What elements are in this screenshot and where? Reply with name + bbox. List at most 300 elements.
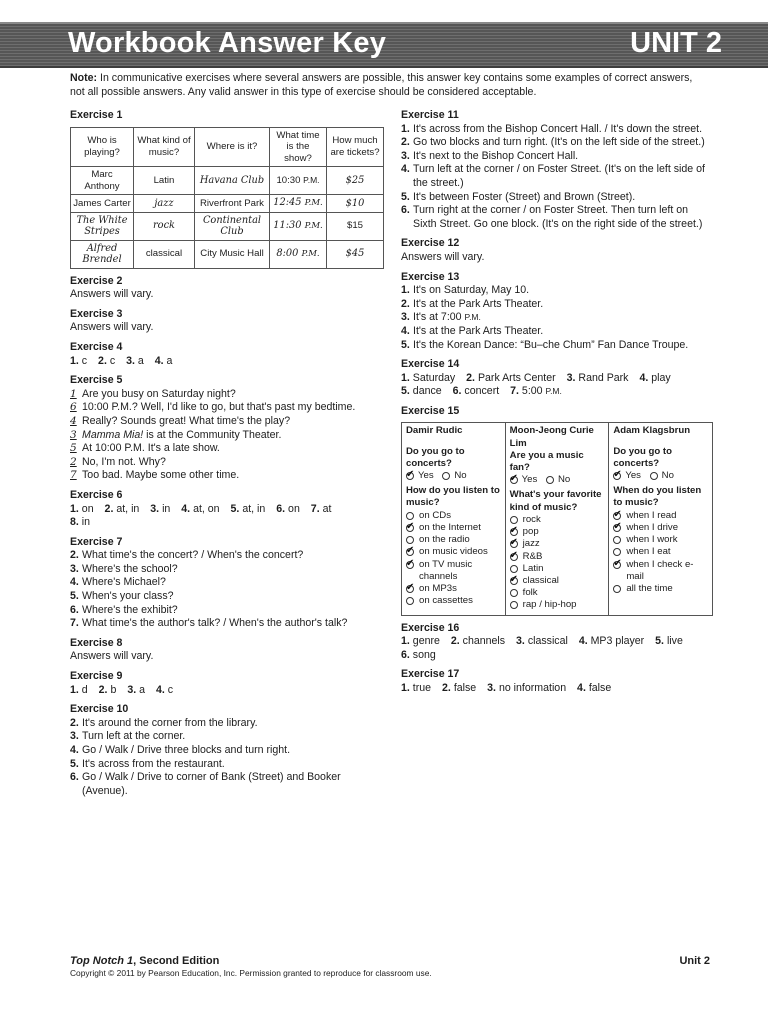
- yes-option: [510, 474, 538, 486]
- list-item: [567, 372, 629, 384]
- no-label: No: [557, 474, 571, 486]
- list-item: [70, 771, 386, 798]
- item-number: 1.: [401, 635, 410, 648]
- item-number: 6.: [452, 385, 462, 398]
- option: [510, 538, 605, 550]
- book-edition: , Second Edition: [133, 955, 220, 967]
- cell-time: [270, 167, 327, 195]
- option: [510, 526, 605, 538]
- page-title: Workbook Answer Key: [68, 27, 387, 59]
- item-answer: It's between Foster (Street) and Brown (Street).: [413, 190, 636, 203]
- item-answer: Are you busy on Saturday night?: [82, 387, 236, 400]
- cell-time: [270, 195, 327, 213]
- order-number: 3: [70, 428, 77, 441]
- answer-text: Answers will vary.: [70, 650, 154, 663]
- list-item: [401, 635, 440, 647]
- cell-who: Marc Anthony: [71, 167, 134, 195]
- radio-checked-icon: [510, 476, 518, 484]
- option: [613, 559, 708, 583]
- item-number: 6.: [401, 204, 410, 217]
- inline-answer-list: [70, 355, 386, 369]
- list-item: [70, 456, 386, 470]
- yes-no-row: [613, 470, 708, 482]
- cell-who: Alfred Brendel: [71, 240, 134, 268]
- item-answer: Park Arts Center: [477, 371, 556, 384]
- option: [510, 587, 605, 599]
- item-number: 1.: [70, 502, 79, 515]
- radio-checked-icon: [613, 472, 621, 480]
- footer-book-title: [70, 955, 219, 967]
- item-number: 4.: [577, 681, 586, 694]
- item-number: 5.: [70, 757, 79, 770]
- order-number: 7: [70, 469, 77, 482]
- item-answer: Turn right at the corner / on Foster Street. Then turn left on Sixth Street. Go one block. (It's on the right side of the street.): [413, 204, 703, 230]
- item-number: 4.: [154, 354, 164, 367]
- inline-answer-list: [70, 503, 386, 530]
- list-item: [401, 191, 713, 205]
- answer-list: [70, 717, 386, 799]
- radio-empty-icon: [650, 472, 658, 480]
- list-item: [70, 604, 386, 618]
- option: [510, 575, 605, 587]
- item-answer: Rand Park: [578, 371, 629, 384]
- item-answer: song: [412, 648, 436, 661]
- option: [613, 534, 708, 546]
- item-answer: on: [288, 502, 300, 515]
- table-header: What kind of music?: [134, 127, 195, 167]
- time-ampm: P.M.: [301, 248, 320, 259]
- cell-price: $25: [327, 167, 384, 195]
- cell-kind: Latin: [134, 167, 195, 195]
- item-answer: When's your class?: [82, 590, 174, 603]
- list-item: [70, 415, 386, 429]
- item-answer: dance: [412, 385, 442, 398]
- option-label: rap / hip-hop: [522, 599, 577, 611]
- table-row: [71, 167, 384, 195]
- exercise-heading: Exercise 7: [70, 535, 123, 548]
- item-answer: It's across from the Bishop Concert Hall. / It's down the street.: [413, 122, 703, 135]
- item-answer: live: [666, 635, 683, 648]
- item-number: 2.: [98, 354, 107, 367]
- list-item: [401, 311, 713, 325]
- item-number: 4.: [401, 163, 410, 176]
- list-item: [70, 516, 90, 528]
- item-answer: true: [412, 681, 432, 694]
- item-number: 2.: [70, 716, 79, 729]
- answer-list: [401, 284, 713, 352]
- time-value: 8:00: [276, 247, 299, 259]
- item-number: 8.: [70, 516, 79, 529]
- item-answer: At 10:00 P.M. It's a late show.: [82, 442, 220, 455]
- item-answer: on: [81, 502, 94, 515]
- item-answer: It's at 7:00: [413, 311, 465, 324]
- list-item: [70, 717, 386, 731]
- list-item: [466, 372, 556, 384]
- no-option: [546, 474, 570, 486]
- item-number: 4.: [401, 324, 410, 337]
- list-item: [70, 549, 386, 563]
- option: [406, 595, 501, 607]
- item-answer: false: [453, 681, 477, 694]
- exercise-heading: Exercise 17: [401, 668, 460, 681]
- list-item: [150, 503, 170, 515]
- exercise-heading: Exercise 10: [70, 703, 129, 716]
- item-number: 2.: [98, 683, 108, 696]
- item-number: 4.: [70, 576, 79, 589]
- time-value: 10:30: [276, 174, 301, 186]
- list-item: [401, 123, 713, 137]
- item-number: 4.: [70, 744, 79, 756]
- list-item: [181, 503, 219, 515]
- item-number: 4.: [578, 635, 588, 648]
- item-number: 6.: [70, 603, 79, 616]
- option: [406, 534, 501, 546]
- item-number: 1.: [401, 122, 410, 135]
- item-answer: Where's Michael?: [82, 576, 166, 589]
- radio-empty-icon: [613, 536, 621, 544]
- list-item: [70, 758, 386, 772]
- option: [406, 510, 501, 522]
- option-label: rock: [522, 513, 541, 525]
- option-label: when I check e-mail: [626, 558, 694, 582]
- option: [510, 514, 605, 526]
- item-answer: What time's the concert? / When's the concert?: [82, 549, 304, 562]
- person-column-adam: [609, 423, 713, 615]
- list-item: [156, 684, 173, 696]
- table-header: Where is it?: [195, 127, 270, 167]
- cell-time: [270, 240, 327, 268]
- item-number: 3.: [487, 681, 496, 694]
- cell-kind: classical: [134, 240, 195, 268]
- table-row: [71, 212, 384, 240]
- radio-empty-icon: [510, 516, 518, 524]
- yes-label: Yes: [521, 474, 538, 486]
- time-ampm: P.M.: [304, 198, 323, 209]
- list-item: [70, 469, 386, 483]
- list-item: [579, 635, 644, 647]
- item-answer: genre: [412, 635, 440, 648]
- item-answer: Saturday: [412, 371, 456, 384]
- item-answer: classical: [527, 635, 568, 648]
- item-number: 2.: [70, 549, 79, 562]
- item-number: 2.: [442, 681, 451, 694]
- item-number: 4.: [155, 683, 165, 696]
- note-text: In communicative exercises where several answers are possible, this answer key contains some examples of correct answers, not all possible answers. Any valid answer in this type of exercise should be considered acceptable.: [70, 72, 693, 98]
- time-value: 11:30: [273, 219, 302, 231]
- item-number: 7.: [310, 502, 320, 515]
- person-column-damir: [402, 423, 506, 615]
- cell-price: $45: [327, 240, 384, 268]
- list-item: [126, 355, 144, 367]
- cell-where: Havana Club: [195, 167, 270, 195]
- list-item: [510, 385, 562, 397]
- list-item: [401, 325, 713, 339]
- list-item: [70, 563, 386, 577]
- item-answer: Go / Walk / Drive to corner of Bank (Street) and Booker (Avenue).: [82, 771, 341, 797]
- item-answer: It's across from the restaurant.: [82, 757, 225, 770]
- item-answer: a: [137, 354, 144, 367]
- radio-checked-icon: [613, 561, 621, 569]
- list-item: [70, 503, 94, 515]
- item-number: 3.: [70, 730, 79, 743]
- list-item: [655, 635, 683, 647]
- item-number: 6.: [70, 771, 79, 784]
- person-column-moon-jeong: [505, 423, 609, 615]
- time-ampm: P.M.: [303, 174, 320, 185]
- exercise-heading: Exercise 13: [401, 270, 460, 283]
- list-item: [442, 682, 476, 694]
- inline-answer-list: [401, 372, 713, 399]
- option-label: on TV music channels: [419, 558, 473, 582]
- cell-where: Continental Club: [195, 212, 270, 240]
- list-item: [231, 503, 266, 515]
- option-label: classical: [522, 574, 559, 586]
- item-answer: Really? Sounds great! What time's the play?: [82, 414, 291, 427]
- time-value: 12:45: [273, 197, 302, 209]
- cell-price: $15: [327, 212, 384, 240]
- table-header: Who is playing?: [71, 127, 134, 167]
- table-row: [402, 423, 713, 615]
- list-item: [577, 682, 611, 694]
- order-number: 1: [70, 387, 77, 400]
- item-answer: Turn left at the corner / on Foster Street. (It's on the left side of the street.): [413, 163, 705, 189]
- radio-checked-icon: [406, 561, 414, 569]
- option-label: on CDs: [419, 509, 451, 521]
- question: Do you go to concerts?: [613, 445, 672, 469]
- book-title: Top Notch 1: [70, 955, 134, 967]
- item-answer: a: [139, 683, 146, 696]
- exercise-heading: Exercise 9: [70, 670, 123, 683]
- inline-answer-list: [401, 682, 713, 696]
- radio-checked-icon: [510, 577, 518, 585]
- item-number: 1.: [401, 284, 410, 297]
- order-number: 4: [70, 414, 77, 427]
- right-column: [401, 109, 713, 695]
- item-number: 1.: [401, 371, 410, 384]
- item-number: 2.: [466, 371, 475, 384]
- yes-label: Yes: [418, 470, 434, 482]
- radio-checked-icon: [510, 553, 518, 561]
- cell-kind: jazz: [134, 195, 195, 213]
- list-item: [70, 401, 386, 415]
- order-number: 2: [70, 455, 77, 468]
- no-label: No: [454, 470, 467, 482]
- list-item: [70, 617, 386, 631]
- list-item: [70, 744, 386, 758]
- list-item: [311, 503, 332, 515]
- exercise-15-table: [401, 422, 713, 615]
- radio-empty-icon: [510, 565, 518, 573]
- item-number: 5.: [230, 502, 240, 515]
- question: How do you listen to music?: [406, 485, 500, 509]
- option: [406, 583, 501, 595]
- cell-who: James Carter: [71, 195, 134, 213]
- item-answer: c: [81, 354, 88, 367]
- option: [510, 551, 605, 563]
- order-number: 6: [70, 401, 77, 414]
- list-item: [451, 635, 505, 647]
- item-answer: It's at the Park Arts Theater.: [413, 297, 544, 310]
- radio-empty-icon: [510, 601, 518, 609]
- item-number: 1.: [70, 683, 79, 696]
- answer-text: Answers will vary.: [70, 321, 154, 334]
- radio-empty-icon: [613, 548, 621, 556]
- yes-no-row: [510, 474, 605, 486]
- list-item: [70, 730, 386, 744]
- item-answer: What time's the author's talk? / When's the author's talk?: [82, 617, 348, 630]
- list-item: [70, 684, 88, 696]
- option: [613, 510, 708, 522]
- list-item: [70, 590, 386, 604]
- table-row: [71, 195, 384, 213]
- item-number: 3.: [150, 502, 160, 515]
- item-answer: at: [322, 502, 332, 515]
- question: When do you listen to music?: [613, 485, 702, 509]
- item-number: 2.: [401, 297, 410, 310]
- option-label: on the radio: [419, 534, 470, 546]
- answer-text: Answers will vary.: [401, 250, 485, 263]
- left-column: [70, 109, 386, 798]
- item-answer: Too bad. Maybe some other time.: [82, 469, 240, 482]
- radio-checked-icon: [406, 585, 414, 593]
- item-answer: at, on: [193, 502, 220, 515]
- item-answer: no information: [498, 681, 567, 694]
- item-answer: play: [651, 371, 671, 384]
- item-number: 1.: [70, 354, 79, 367]
- list-item: [70, 429, 386, 443]
- list-item: [401, 136, 713, 150]
- option: [510, 599, 605, 611]
- unit-label: UNIT 2: [630, 27, 722, 59]
- option-label: jazz: [522, 538, 540, 550]
- list-item: [155, 355, 173, 367]
- item-answer: in: [81, 516, 91, 529]
- item-answer: at, in: [116, 502, 140, 515]
- table-header: What time is the show?: [270, 127, 327, 167]
- item-number: 3.: [126, 354, 135, 367]
- exercise-heading: Exercise 5: [70, 374, 123, 387]
- list-item: [70, 388, 386, 402]
- item-answer: No, I'm not. Why?: [82, 455, 166, 468]
- person-name: Adam Klagsbrun: [613, 425, 691, 437]
- item-answer: d: [81, 683, 88, 696]
- exercise-heading: Exercise 12: [401, 237, 460, 250]
- item-answer: It's on Saturday, May 10.: [413, 284, 530, 297]
- exercise-1-table: [70, 127, 384, 269]
- item-number: 3.: [566, 371, 576, 384]
- item-answer: c: [167, 683, 174, 696]
- table-row: [71, 240, 384, 268]
- list-item: [401, 204, 713, 231]
- no-option: [442, 470, 466, 482]
- exercise-heading: Exercise 4: [70, 340, 123, 353]
- list-item: [401, 682, 431, 694]
- option-label: when I work: [626, 534, 678, 546]
- list-item: [401, 150, 713, 164]
- radio-empty-icon: [406, 536, 414, 544]
- item-answer: in: [162, 502, 171, 515]
- item-answer: It's around the corner from the library.: [82, 716, 258, 729]
- list-item: [401, 163, 713, 190]
- option-label: all the time: [626, 582, 673, 594]
- item-number: 3.: [401, 149, 410, 162]
- radio-empty-icon: [613, 585, 621, 593]
- list-item: [516, 635, 568, 647]
- option-label: Latin: [522, 562, 544, 574]
- option: [613, 546, 708, 558]
- item-number: 2.: [450, 635, 460, 648]
- table-header-row: [71, 127, 384, 167]
- radio-checked-icon: [406, 472, 414, 480]
- answer-list: [401, 123, 713, 232]
- copyright-text: Copyright © 2011 by Pearson Education, Inc. Permission granted to reproduce for classroom use.: [70, 968, 432, 978]
- item-number: 2.: [401, 136, 410, 149]
- cell-price: $10: [327, 195, 384, 213]
- list-item: [401, 372, 455, 384]
- exercise-heading: Exercise 11: [401, 109, 459, 121]
- cell-where: Riverfront Park: [195, 195, 270, 213]
- item-answer: b: [110, 683, 117, 696]
- inline-answer-list: [401, 635, 713, 662]
- option: [406, 522, 501, 534]
- option: [613, 583, 708, 595]
- list-item: [487, 682, 566, 694]
- option: [406, 559, 501, 583]
- option-label: when I read: [626, 509, 677, 521]
- item-answer: c: [109, 354, 116, 367]
- item-answer: 5:00: [521, 385, 543, 398]
- item-number: 6.: [401, 648, 410, 661]
- option-label: on music videos: [419, 546, 488, 558]
- item-answer: Go two blocks and turn right. (It's on the left side of the street.): [413, 136, 705, 149]
- option-label: on cassettes: [419, 595, 473, 607]
- radio-checked-icon: [510, 528, 518, 536]
- note-label: Note:: [70, 72, 98, 84]
- no-option: [650, 470, 674, 482]
- item-number: 3.: [127, 683, 137, 696]
- item-number: 5.: [70, 590, 79, 603]
- item-answer: a: [166, 354, 173, 367]
- no-label: No: [661, 470, 674, 482]
- list-item: [401, 339, 713, 353]
- item-number: 7.: [510, 385, 519, 398]
- option: [406, 546, 501, 558]
- item-number: 5.: [401, 190, 410, 203]
- radio-empty-icon: [406, 597, 414, 605]
- item-number: 5.: [401, 385, 410, 398]
- question: Do you go to concerts?: [406, 445, 465, 469]
- option-label: on the Internet: [419, 521, 481, 533]
- list-item: [127, 684, 145, 696]
- item-answer: It's at the Park Arts Theater.: [413, 324, 544, 337]
- answer-list: [70, 549, 386, 631]
- person-name: Moon-Jeong Curie Lim: [509, 425, 594, 449]
- item-title: Mamma Mia!: [82, 428, 144, 441]
- note-paragraph: [70, 72, 710, 99]
- exercise-heading: Exercise 8: [70, 636, 123, 649]
- exercise-heading: Exercise 6: [70, 488, 123, 501]
- order-number: 5: [70, 442, 77, 455]
- radio-checked-icon: [613, 524, 621, 532]
- exercise-heading: Exercise 16: [401, 621, 460, 634]
- cell-where: City Music Hall: [195, 240, 270, 268]
- item-ampm: P.M.: [545, 386, 562, 397]
- inline-answer-list: [70, 684, 386, 698]
- exercise-heading: Exercise 3: [70, 307, 123, 320]
- item-answer: It's the Korean Dance: “Bu–che Chum” Fan Dance Troupe.: [413, 338, 689, 351]
- list-item: [99, 684, 117, 696]
- question: What's your favorite kind of music?: [509, 489, 602, 513]
